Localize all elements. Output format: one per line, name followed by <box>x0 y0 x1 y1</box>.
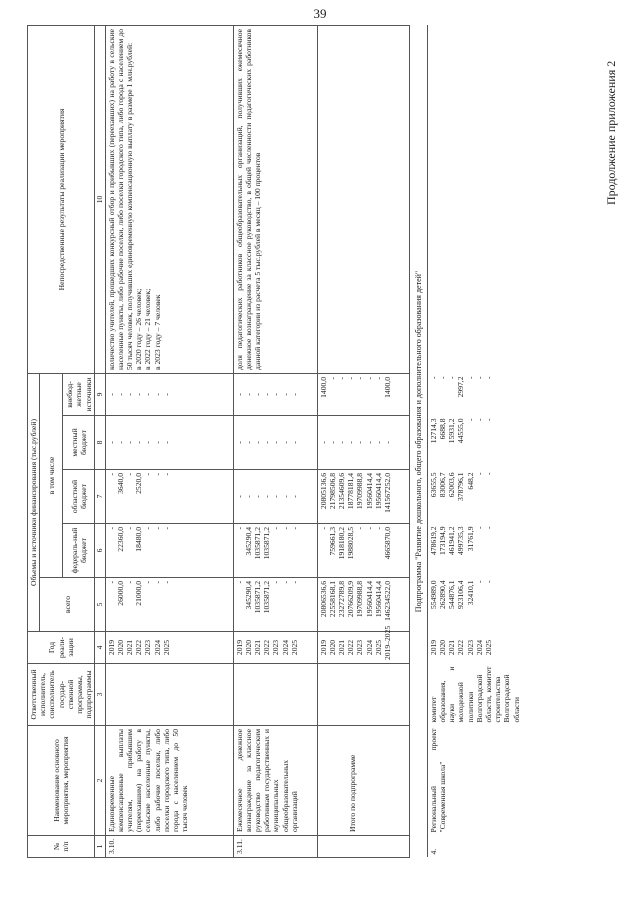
col-number: 2 <box>95 726 105 836</box>
header-results: Непосредственные результаты реализации мероприятия <box>28 25 95 373</box>
row-name: Единовременные компенсационные выплаты учителям, прибывшим (переехавшим) на работу в сельские населенные пункты, либо рабочие поселки, либо поселки городского типа, либо города с населением до 50 тысяч человек <box>105 726 233 836</box>
row-total: - 26000,0 - 21000,0 - - - <box>105 578 233 632</box>
header-local: местный бюджет <box>63 416 95 470</box>
header-volumes: Объемы и источники финансирования (тыс.рублей) <box>28 373 40 631</box>
row-regional: 20805136,6 21798506,8 21354609,6 18778181,4 19709988,8 19560414,4 19560414,4 141567252,0 <box>317 470 409 524</box>
header-responsible: Ответственный исполнитель, соисполнитель государ-ственной программы, подпрограммы <box>28 664 95 726</box>
row-total: - 345290,4 1035871,2 1035871,2 - - - <box>233 578 317 632</box>
row-years: 2019 2020 2021 2022 2023 2024 2025 <box>105 632 233 664</box>
row-num <box>317 836 409 858</box>
table-row-subtotal <box>317 25 409 857</box>
row-result: доля педагогических работников общеобразовательных организаций, получивших ежемесячное денежное вознаграждение за классное руководство, в общей численности педагогических работников данной категории из расчета 5 тыс.рублей в месяц – 100 процентов <box>233 25 317 373</box>
subprogram-title-row <box>409 25 427 857</box>
row-years: 2019 2020 2021 2022 2023 2024 2025 <box>428 639 494 656</box>
header-name: Наименование основного мероприятия, мероприятия <box>28 726 95 836</box>
page-number: 39 <box>313 6 327 21</box>
row-num: 3.11. <box>233 836 317 858</box>
row-local: 12714,3 6688,8 15931,2 44555,0 - - - <box>428 418 494 444</box>
row-responsible <box>105 664 233 726</box>
row-years: 2019 2020 2021 2022 2023 2024 2025 2019–2025 <box>317 632 409 664</box>
table-row-3-11 <box>233 25 317 857</box>
header-federal: федераль-ный бюджет <box>63 524 95 578</box>
col-number: 8 <box>95 416 105 470</box>
row-result <box>427 25 522 373</box>
subprogram-title: Подпрограмма "Развитие дошкольного, общего образования и дополнительного образования детей" <box>409 25 427 857</box>
row-name: Итого по подпрограмме <box>317 726 409 836</box>
continuation-label: Продолжение приложения 2 <box>604 60 618 205</box>
col-number: 9 <box>95 373 105 415</box>
col-number: 4 <box>95 632 105 664</box>
row-local: - - - - - - - <box>105 416 233 470</box>
row-extrabudget: - - - 2997,2 - - - <box>428 376 494 398</box>
row-federal: - 22360,0 - 18480,0 - - - <box>105 524 233 578</box>
row-name: Ежемесячное денежное вознаграждение за классное руководство педагогическим работникам государственных и муниципальных общеобразовательных организаций <box>233 726 317 836</box>
col-number: 6 <box>95 524 105 578</box>
row-federal: - 345290,4 1035871,2 1035871,2 - - - <box>233 524 317 578</box>
row-extrabudget: - - - - - - - <box>105 373 233 415</box>
row-extrabudget: - - - - - - - <box>233 373 317 415</box>
table-row-4 <box>427 25 522 857</box>
col-number: 10 <box>95 25 105 373</box>
row-regional: 63655,5 83006,7 62003,6 378796,1 648,2 - - <box>428 472 494 501</box>
row-total: 554989,0 262890,4 544876,1 923106,4 32410,1 - - <box>428 580 494 609</box>
row-result <box>317 25 409 373</box>
col-number: 5 <box>95 578 105 632</box>
row-years: 2019 2020 2021 2022 2023 2024 2025 <box>233 632 317 664</box>
col-number: 3 <box>95 664 105 726</box>
col-number: 7 <box>95 470 105 524</box>
header-total: всего <box>40 578 95 632</box>
column-numbers-row <box>95 25 105 857</box>
col-number: 1 <box>95 836 105 858</box>
row-federal: 478619,2 173194,9 461941,2 499735,3 31761,9 - - <box>428 526 494 555</box>
row-responsible <box>317 664 409 726</box>
header-regional: областной бюджет <box>63 470 95 524</box>
row-num: 3.10. <box>105 836 233 858</box>
row-local: - - - - - - - - <box>317 416 409 470</box>
row-regional: - 3640,0 - 2520,0 - - - <box>105 470 233 524</box>
header-extrabudget: внебюд-жетные источники <box>63 373 95 415</box>
row-result: количество учителей, прошедших конкурсный отбор и прибывших (переехавших) на работу в сельские населенные пункты, либо рабочие поселки, либо поселки городского типа, либо города с населением до 50 тысяч человек, получивших единовременную компенсационную выплату в размере 1 млн.рублей: в 2020 году – 26 человек; в 2022 году – 21 человек; в 2023 году – 7 человек <box>105 25 233 373</box>
table-row-3-10 <box>105 25 233 857</box>
row-name: Региональный проект "Современная школа" <box>428 728 448 833</box>
row-responsible: комитет образования, науки и молодежной политики Волгоградской области, комитет строительства Волгоградской области <box>428 666 521 723</box>
row-regional: - - - - - - - <box>233 470 317 524</box>
row-total: 20806536,6 22558168,1 23272789,8 20766209,9 19709988,8 19560414,4 19560414,4 146234522,0 <box>317 578 409 632</box>
header-num: № п/п <box>28 836 95 858</box>
row-num: 4. <box>428 848 438 855</box>
financing-table <box>27 25 522 858</box>
header-year: Год реали-зации <box>28 632 95 664</box>
row-responsible <box>233 664 317 726</box>
row-local: - - - - - - - <box>233 416 317 470</box>
header-including: в том числе <box>40 373 63 577</box>
row-federal: - 759661,3 1918180,2 1988028,5 - - - 4665870,0 <box>317 524 409 578</box>
row-extrabudget: 1400,0 - - - - - - 1400,0 <box>317 373 409 415</box>
